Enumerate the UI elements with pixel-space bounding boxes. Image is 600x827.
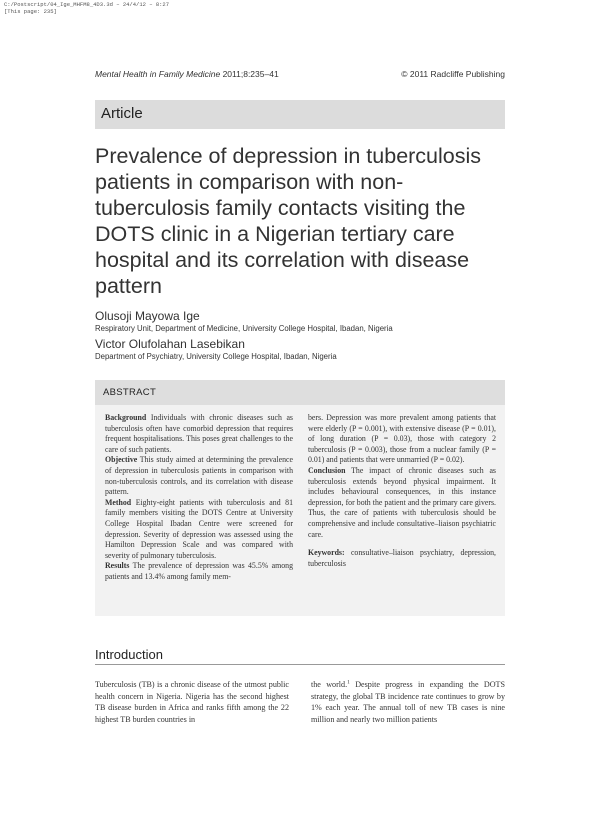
article-type-label: Article xyxy=(101,105,143,122)
author-name-1: Olusoji Mayowa Ige xyxy=(95,309,200,323)
slug-line-1: C:/Postscript/04_Ige_MHFM8_4D3.3d – 24/4/12 – 8:27 xyxy=(4,1,170,8)
results-head: Results xyxy=(105,561,130,571)
section-divider xyxy=(95,664,505,665)
abstract-results-continued xyxy=(308,413,496,466)
abstract-header xyxy=(95,380,505,405)
intro-text-b: Despite progress in expanding the DOTS strategy, the global TB incidence rate continues to grow by 1% each year. The annual toll of new TB cases is nine million and nearly two million patients xyxy=(311,680,505,724)
introduction-paragraph-left: Tuberculosis (TB) is a chronic disease of the utmost public health concern in Nigeria. Nigeria has the second highest TB disease burden in Africa and ranks fifth among the 22 highest TB burden countries in xyxy=(95,680,289,724)
abstract-background xyxy=(105,413,293,455)
file-slug xyxy=(4,1,169,15)
keywords-text: consultative–liaison psychiatry, depression, tuberculosis xyxy=(308,548,496,568)
results-text-left: The prevalence of depression was 45.5% among patients and 13.4% among family mem- xyxy=(105,561,293,581)
method-head: Method xyxy=(105,497,132,507)
journal-name: Mental Health in Family Medicine xyxy=(95,69,221,79)
running-head-citation xyxy=(95,69,279,79)
abstract-results-start xyxy=(105,561,293,582)
objective-head: Objective xyxy=(105,455,138,465)
method-text: Eighty-eight patients with tuberculosis and 81 family members visiting the DOTS Centre at University College Hospital Ibadan Centre were screened for depression. Severity of depression was assessed using the Hamilton Depression Scale and was compared with severity of pulmonary tuberculosis. xyxy=(105,497,293,560)
abstract-objective xyxy=(105,455,293,497)
intro-text-a: the world. xyxy=(311,680,348,689)
abstract-keywords xyxy=(308,548,496,569)
background-head: Background xyxy=(105,413,147,422)
introduction-paragraph-right xyxy=(311,679,505,725)
article-title: Prevalence of depression in tuberculosis patients in comparison with non-tuberculosis family contacts visiting the DOTS clinic in a Nigerian tertiary care hospital and its correlation with disease pattern xyxy=(95,144,482,298)
copyright-notice: © 2011 Radcliffe Publishing xyxy=(401,69,505,79)
abstract-column-right xyxy=(308,413,496,569)
article-type-banner xyxy=(95,100,505,129)
abstract-method xyxy=(105,498,293,562)
objective-text: This study aimed at determining the prevalence of depression in tuberculosis patients in comparison with non-tuberculosis controls, and its correlation with disease pattern. xyxy=(105,455,293,497)
author-name-2: Victor Olufolahan Lasebikan xyxy=(95,337,245,351)
abstract-box xyxy=(95,380,505,616)
keywords-head: Keywords: xyxy=(308,548,345,558)
body-column-left xyxy=(95,679,289,725)
author-affiliation-1: Respiratory Unit, Department of Medicine, University College Hospital, Ibadan, Nigeria xyxy=(95,324,393,333)
results-text-right: bers. Depression was more prevalent among patients that were elderly (P = 0.001), with extensive disease (P = 0.01), of long duration (P = 0.03), those with category 2 tuberculosis (P = 0.003), those from a nuclear family (P = 0.01) and patients that were unmarried (P = 0.02). xyxy=(308,413,496,465)
author-affiliation-2: Department of Psychiatry, University College Hospital, Ibadan, Nigeria xyxy=(95,352,337,361)
introduction-heading: Introduction xyxy=(95,647,163,662)
conclusion-text: The impact of chronic diseases such as tuberculosis extends beyond physical impairment. It includes behavioural consequences, in this instance depression, for both the patient and the primary care givers. Thus, the care of patients with tuberculosis should be comprehensive and include consultative–liaison psychiatric care. xyxy=(308,465,496,539)
slug-line-2: [This page: 235] xyxy=(4,8,57,15)
abstract-column-left xyxy=(105,413,293,583)
body-column-right xyxy=(311,679,505,725)
conclusion-head: Conclusion xyxy=(308,465,346,475)
abstract-conclusion xyxy=(308,466,496,540)
background-text: Individuals with chronic diseases such as tuberculosis often have comorbid depression that requires frequent hospitalisations. This poses great challenges to the care of such patients. xyxy=(105,413,293,454)
abstract-heading: ABSTRACT xyxy=(103,387,157,398)
reference-marker: 1 xyxy=(347,679,350,686)
journal-citation: 2011;8:235–41 xyxy=(222,69,279,79)
